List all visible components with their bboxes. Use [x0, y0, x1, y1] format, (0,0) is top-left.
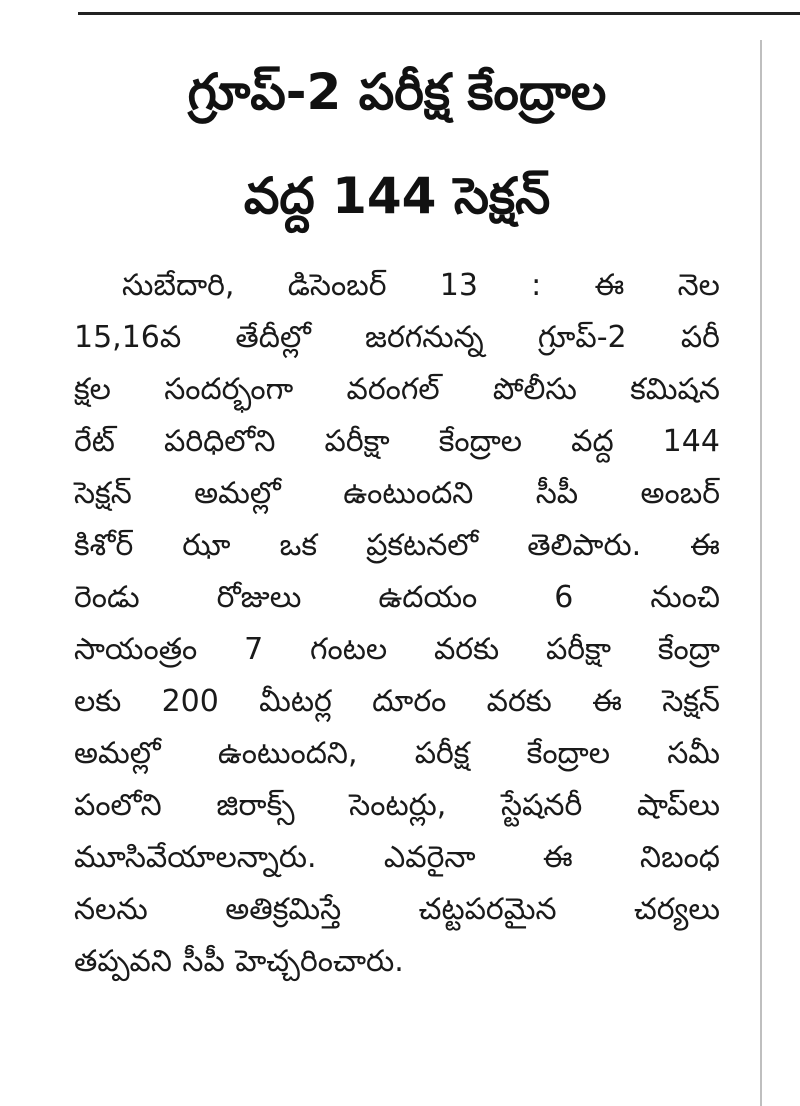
article-word: చర్యలు: [634, 892, 720, 927]
article-word: రేట్: [74, 424, 115, 459]
article-word: 200: [161, 684, 219, 719]
article-word: డిసెంబర్: [287, 268, 387, 303]
article-word: తేదీల్లో: [235, 320, 311, 355]
article-word: కేంద్రాల: [526, 736, 610, 771]
article-word: కేంద్రాల: [438, 424, 523, 459]
article-word: గ్రూప్-2: [537, 320, 627, 355]
article-line: [74, 520, 720, 572]
article-word: సుబేదారి,: [122, 268, 235, 303]
article-word: కేంద్రా: [657, 632, 720, 667]
article-word: ఎవరైనా: [383, 840, 476, 875]
article-line: [74, 468, 720, 520]
article-word: నెల: [677, 268, 720, 303]
article-word: గంటల: [310, 632, 388, 667]
headline-line-1: గ్రూప్-2 పరీక్ష కేంద్రాల: [187, 63, 607, 121]
article-word: పరీక్ష: [414, 736, 470, 771]
article-line: [74, 832, 720, 884]
article-word: పరీక్షా: [324, 424, 390, 459]
article-word: అంబర్: [640, 476, 720, 511]
article-line: [74, 676, 720, 728]
article-word: 13: [439, 268, 478, 303]
article-word: మీటర్ల: [259, 684, 332, 719]
article-word: వరకు: [486, 684, 552, 719]
article-word: సీపీ: [535, 476, 579, 511]
article-word: కమిషన: [630, 372, 720, 407]
article-word: చట్టపరమైన: [418, 892, 557, 927]
article-word: అమల్లో: [74, 736, 161, 771]
column-divider: [760, 40, 762, 1106]
article-word: ఈ: [594, 268, 625, 303]
article-word: నలను: [74, 892, 148, 927]
headline: [74, 40, 720, 248]
article-word: సెక్షన్: [662, 684, 720, 719]
article-word: హెచ్చరించారు.: [235, 944, 404, 979]
article-word: అతిక్రమిస్తే: [225, 892, 342, 927]
article-word: జరగనున్న: [365, 320, 484, 355]
article-word: వరంగల్: [346, 372, 440, 407]
article-word: సందర్భంగా: [164, 372, 294, 407]
article-word: సాయంత్రం: [74, 632, 198, 667]
article-word: రోజులు: [216, 580, 302, 615]
article-word: ఈ: [542, 840, 573, 875]
article-word: ఈ: [592, 684, 622, 719]
article-word: ప్రకటనలో: [366, 528, 479, 563]
article-word: పంలోని: [74, 788, 162, 823]
article-word: నుంచి: [650, 580, 720, 615]
article-body: [74, 260, 720, 988]
article-word: వరకు: [433, 632, 500, 667]
article-word: 144: [662, 424, 720, 459]
article-word: ఉదయం: [378, 580, 478, 615]
article-word: 6: [554, 580, 574, 615]
article-word: పరిధిలోని: [164, 424, 276, 459]
article-word: సీపీ: [182, 944, 225, 979]
article-line: [74, 728, 720, 780]
article-line: [74, 884, 720, 936]
article-line: [74, 364, 720, 416]
article-word: ఒక: [279, 528, 318, 563]
article-word: ఈ: [690, 528, 720, 563]
article-line: [74, 780, 720, 832]
article-line: [74, 260, 720, 312]
article-word: మూసివేయాలన్నారు.: [74, 840, 317, 875]
article-word: ఉంటుందని: [343, 476, 474, 511]
article-word: పరీ: [680, 320, 720, 355]
article-word: తెలిపారు.: [527, 528, 642, 563]
article-word: సెక్షన్: [74, 476, 132, 511]
article-line: [74, 572, 720, 624]
article-word: లకు: [74, 684, 122, 719]
article-line: [74, 312, 720, 364]
article-word: 15,16వ: [74, 320, 182, 355]
article-word: వద్ద: [571, 424, 614, 459]
article-word: సెంటర్లు,: [349, 788, 447, 823]
article-word: జిరాక్స్: [216, 788, 295, 823]
article-word: పోలీసు: [492, 372, 577, 407]
article-line: [74, 624, 720, 676]
article-word: నిబంధ: [640, 840, 720, 875]
headline-line-2: వద్ద 144 సెక్షన్: [243, 167, 551, 225]
article-word: దూరం: [372, 684, 447, 719]
article-word: క్షల: [74, 372, 111, 407]
article-word: ఉంటుందని,: [217, 736, 358, 771]
article-line: [74, 936, 720, 988]
article-word: 7: [244, 632, 264, 667]
article-word: తప్పవని: [74, 944, 172, 979]
article-word: ఝా: [182, 528, 231, 563]
article: [74, 40, 720, 988]
article-word: పరీక్షా: [545, 632, 612, 667]
article-word: :: [531, 268, 542, 303]
article-word: రెండు: [74, 580, 140, 615]
article-word: కిశోర్: [74, 528, 134, 563]
article-word: షాప్‌లు: [636, 788, 720, 823]
article-word: స్టేషనరీ: [500, 788, 583, 823]
top-rule: [78, 12, 800, 15]
article-word: అమల్లో: [194, 476, 281, 511]
article-line: [74, 416, 720, 468]
article-word: సమీ: [667, 736, 720, 771]
